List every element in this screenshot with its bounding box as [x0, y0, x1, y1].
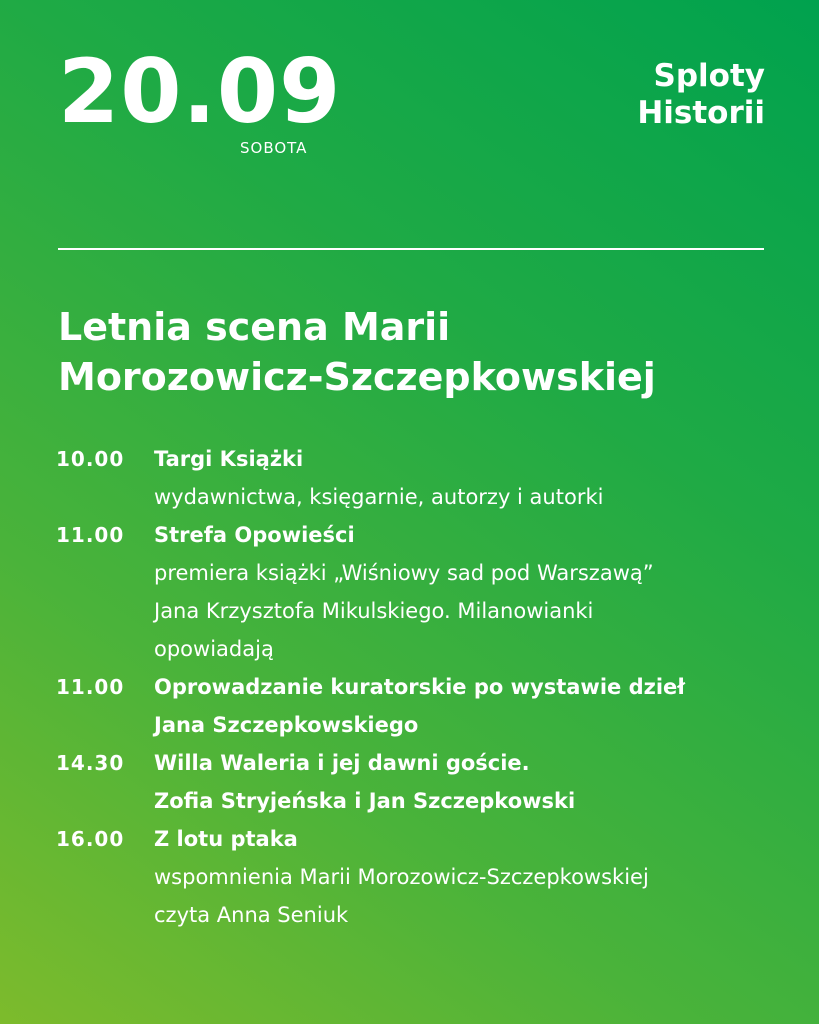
- schedule-details: [154, 820, 776, 934]
- schedule-title: Zofia Stryjeńska i Jan Szczepkowski: [154, 789, 576, 813]
- schedule-details: [154, 744, 776, 820]
- venue-title-line-1: Letnia scena Marii: [58, 305, 451, 349]
- schedule-time: 16.00: [56, 827, 125, 851]
- schedule-description: Jana Krzysztofa Mikulskiego. Milanowianki: [154, 599, 594, 623]
- schedule-description: opowiadają: [154, 637, 274, 661]
- schedule-item: [56, 440, 776, 516]
- schedule-item: [56, 744, 776, 820]
- brand-line-2: Historii: [637, 95, 765, 131]
- schedule-time: 10.00: [56, 447, 125, 471]
- brand-logo: [637, 58, 765, 132]
- schedule-description: czyta Anna Seniuk: [154, 903, 349, 927]
- event-weekday: SOBOTA: [240, 139, 308, 157]
- schedule-details: [154, 668, 776, 744]
- schedule-title: Willa Waleria i jej dawni goście.: [154, 751, 530, 775]
- schedule-description: premiera książki „Wiśniowy sad pod Warszawą”: [154, 561, 654, 585]
- schedule-item: [56, 668, 776, 744]
- divider-line: [58, 248, 764, 250]
- schedule-details: [154, 440, 776, 516]
- schedule-time: 11.00: [56, 675, 125, 699]
- schedule-title: Jana Szczepkowskiego: [154, 713, 419, 737]
- schedule-item: [56, 516, 776, 668]
- schedule-description: wydawnictwa, księgarnie, autorzy i autorki: [154, 485, 604, 509]
- venue-title-line-2: Morozowicz-Szczepkowskiej: [58, 355, 656, 399]
- schedule-description: wspomnienia Marii Morozowicz-Szczepkowskiej: [154, 865, 649, 889]
- schedule-title: Z lotu ptaka: [154, 827, 298, 851]
- event-schedule: [56, 440, 776, 934]
- brand-line-1: Sploty: [653, 58, 765, 94]
- schedule-item: [56, 820, 776, 934]
- schedule-title: Strefa Opowieści: [154, 523, 355, 547]
- event-date: 20.09: [58, 40, 342, 143]
- venue-title: [58, 302, 788, 402]
- schedule-title: Oprowadzanie kuratorskie po wystawie dzieł: [154, 675, 686, 699]
- schedule-time: 11.00: [56, 523, 125, 547]
- schedule-time: 14.30: [56, 751, 125, 775]
- schedule-title: Targi Książki: [154, 447, 304, 471]
- schedule-details: [154, 516, 776, 668]
